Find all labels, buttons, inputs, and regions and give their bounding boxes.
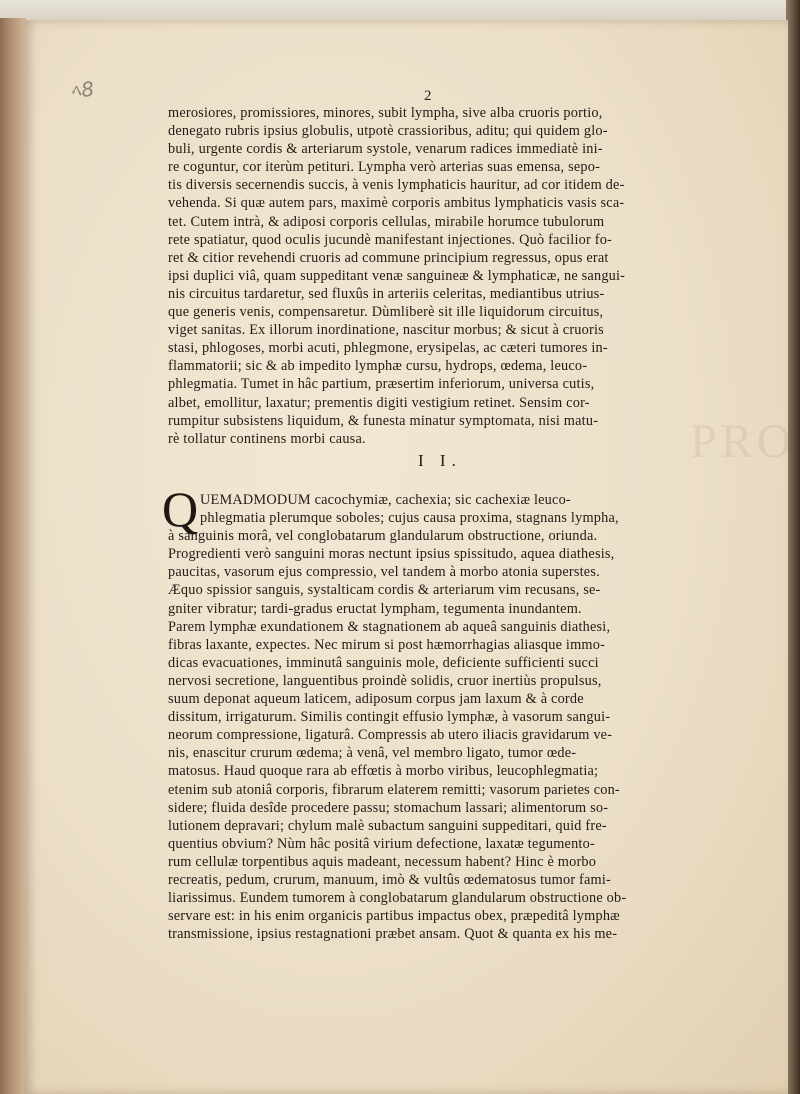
text-line: merosiores, promissiores, minores, subit lympha, sive alba cruoris portio, [168, 105, 603, 121]
text-line: UEMADMODUM cacochymiæ, cachexia; sic cachexiæ leuco- [200, 492, 571, 508]
text-line: neorum compressione, ligaturâ. Compressis ab utero iliacis gravidarum ve- [168, 727, 613, 744]
section-heading: I I. [418, 451, 462, 470]
text-line: recreatis, pedum, crurum, manuum, imò & vultûs œdematosus tumor fami- [168, 871, 612, 888]
text-line: ipsi duplici viâ, quam suppeditant venæ sanguineæ & lymphaticæ, ne sangui- [168, 267, 626, 284]
text-line: viget sanitas. Ex illorum inordinatione, nascitur morbus; & sicut à cruoris [168, 322, 604, 339]
text-line: gniter vibratur; tardi-gradus eructat lympham, tegumenta inundantem. [168, 600, 582, 617]
text-line: nis, enascitur crurum œdema; à venâ, vel membro ligato, tumor œde- [168, 745, 577, 762]
text-line: Progredienti verò sanguini moras nectunt ipsius spissitudo, aquea diathesis, [168, 546, 615, 563]
text-line: quentius obvium? Nùm hâc positâ virium defectione, laxatæ tegumento- [168, 835, 595, 852]
text-line: tis diversis secernendis succis, à venis lymphaticis hauritur, ad cor itidem de- [168, 177, 625, 194]
page-number: 2 [424, 88, 432, 104]
text-line: liarissimus. Eundem tumorem à conglobatarum glandularum obstructione ob- [168, 890, 627, 907]
text-line: buli, urgente cordis & arteriarum systole, venarum radices immediatè ini- [168, 141, 603, 158]
text-line: matosus. Haud quoque rara ab effœtis à morbo viribus, leucophlegmatia; [168, 763, 599, 780]
text-line: fibras laxante, expectes. Nec mirum si post hæmorrhagias aliasque immo- [168, 636, 606, 653]
text-line: phlegmatia plerumque soboles; cujus causa proxima, stagnans lympha, [200, 510, 619, 527]
text-line: suum deponat aqueum laticem, adiposum corpus jam laxum & à corde [168, 691, 584, 708]
text-line: flammatorii; sic & ab impedito lymphæ cursu, hydrops, œdema, leuco- [168, 358, 588, 375]
text-line: denegato rubris ipsius globulis, utpotè crassioribus, aditu; qui quidem glo- [168, 123, 608, 140]
text-line: phlegmatia. Tumet in hâc partium, præsertim inferiorum, universa cutis, [168, 376, 595, 393]
text-line: vehenda. Si quæ autem pars, maximè corporis ambitus lymphaticis vasis sca- [168, 195, 625, 212]
text-line: rè tollatur continens morbi causa. [168, 430, 366, 447]
text-line: albet, emollitur, laxatur; prementis digiti vestigium retinet. Sensim cor- [168, 394, 590, 411]
text-line: Parem lymphæ exundationem & stagnationem ab aqueâ sanguinis diathesi, [168, 618, 611, 635]
text-line: dicas evacuationes, imminutâ sanguinis mole, deficiente sufficienti succi [168, 654, 599, 671]
text-line: stasi, phlogoses, morbi acuti, phlegmone, erysipelas, ac cæteri tumores in- [168, 340, 608, 357]
text-line: Æquo spissior sanguis, systalticam cordis & arteriarum vim recusans, se- [168, 582, 601, 599]
text-line: lutionem depravari; chylum malè subactum sanguini suppeditari, quid fre- [168, 817, 607, 834]
text-line: ret & citior revehendi cruoris ad commune principium regressus, opus erat [168, 249, 609, 266]
text-line: dissitum, irrigaturum. Similis contingit effusio lymphæ, à vasorum sangui- [168, 709, 611, 726]
text-line: etenim sub atoniâ corporis, fibrarum elaterem remitti; vasorum parietes con- [168, 781, 620, 798]
text-line: que generis venis, compensaretur. Dùmliberè sit ille liquidorum circuitus, [168, 304, 604, 321]
text-line: rete spatiatur, quod oculis jucundè manifestant injectiones. Quò facilior fo- [168, 231, 612, 248]
drop-cap-initial: Q [162, 481, 199, 537]
text-line: rumpitur subsistens liquidum, & funesta minatur symptomata, nisi matu- [168, 412, 599, 429]
text-line: re coguntur, cor iterùm petituri. Lympha verò arterias suas emensa, sepo- [168, 159, 601, 176]
book-right-edge [786, 0, 800, 1094]
text-line: nis circuitus tardaretur, sed fluxûs in arteriis celeritas, mediantibus utrius- [168, 285, 605, 302]
text-line: nervosi secretione, languentibus proindè solidis, cruor inertiùs propulsus, [168, 672, 602, 689]
text-line: sidere; fluida desîde procedere passu; stomachum lassari; alimentorum so- [168, 799, 609, 816]
show-through-text: PRO [690, 415, 796, 468]
text-line: servare est: in his enim organicis partibus impactus obex, præpeditâ lymphæ [168, 908, 620, 925]
text-line: transmissione, ipsius restagnationi præbet ansam. Quot & quanta ex his me- [168, 926, 618, 943]
text-line: à sanguinis morâ, vel conglobatarum glandularum obstructione, oriunda. [168, 528, 598, 545]
paragraph-continuation [168, 104, 704, 448]
handwritten-margin-note: ﾍ8 [68, 76, 97, 104]
book-binding-edge [0, 18, 26, 1094]
text-line: paucitas, vasorum ejus compressio, vel tandem à morbo atonia superstes. [168, 564, 600, 581]
paragraph-section-2 [168, 491, 704, 943]
text-line: tet. Cutem intrà, & adiposi corporis cellulas, mirabile horumce tubulorum [168, 213, 605, 230]
text-line: rum cellulæ torpentibus aquis madeant, necessum habent? Hinc è morbo [168, 853, 597, 870]
